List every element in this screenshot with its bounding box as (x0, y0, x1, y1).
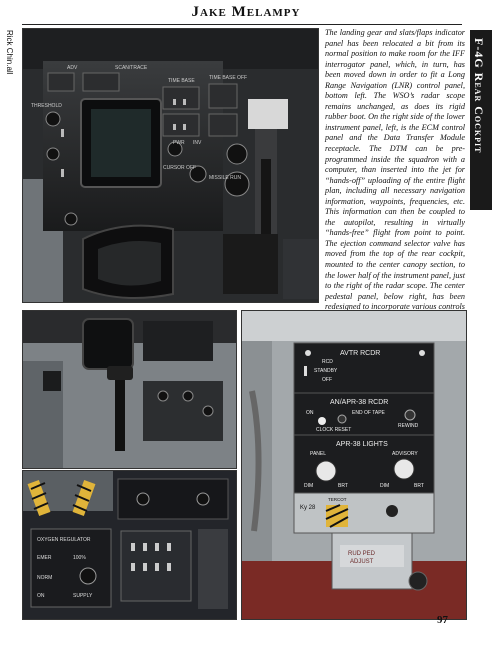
panel-label: SCAN/TRACE (115, 65, 148, 71)
avtr-off: OFF (322, 377, 332, 383)
regulator-emer: EMER (37, 555, 52, 561)
regulator-100: 100% (73, 555, 86, 561)
panel-label: THRESHOLD (31, 103, 62, 109)
ky-label: Ky 28 (300, 505, 316, 511)
header-rule (22, 24, 462, 25)
regulator-on: ON (37, 593, 45, 599)
running-header: Jake Melampy (191, 4, 301, 20)
regulator-norm: NORM (37, 575, 53, 581)
rud-ped-label: RUD PED (348, 551, 376, 557)
apr-rewind: REWIND (398, 423, 419, 429)
lights-panel: PANEL (310, 451, 327, 457)
section-side-tab (470, 30, 492, 210)
photo-credit-text: Rick Chin.all (5, 30, 14, 75)
panel-label: PWR (173, 140, 185, 146)
photo-rear-instrument-panel (22, 28, 319, 303)
regulator-title: OXYGEN REGULATOR (37, 537, 91, 543)
lights-dim-left: DIM (304, 483, 314, 489)
lights-dim-right: DIM (380, 483, 390, 489)
apr-on: ON (306, 410, 314, 416)
page-number: 97 (437, 614, 448, 626)
avtr-title: AVTR RCDR (340, 350, 381, 357)
panel-label: TIME BASE (168, 78, 195, 84)
oxygen-regulator-panel-illustration (23, 471, 236, 619)
avtr-standby: STANDBY (314, 368, 338, 374)
photo-center-pedestal-panel (241, 310, 467, 620)
photo-credit (2, 30, 18, 150)
avtr-rcd: RCD (322, 359, 333, 365)
panel-label: INV (193, 140, 202, 146)
apr-end-of-tape: END OF TAPE (352, 410, 385, 416)
lights-brt-left: BRT (338, 483, 348, 489)
panel-label: CURSOR OFF (163, 165, 197, 171)
panel-label: ADV (67, 65, 78, 71)
photo-rear-cockpit-lower-panel (22, 310, 237, 469)
ky-code: TERCOT (328, 497, 347, 502)
panel-label: TIME BASE OFF (209, 75, 248, 81)
center-pedestal-illustration (242, 311, 466, 619)
lights-title: APR-38 LIGHTS (336, 441, 388, 448)
body-text: The landing gear and slats/flaps indicator panel has been relocated a bit from its normal position to make room for the IFF interrogator panel, which, in turn, has been moved down in order to fit a Long Range Navigation (LNR) control panel, bottom left. The WSO’s radar scope remains unchanged, as does its rigid rubber boot. On the right side of the lower instrument panel, left, is the ECM control panel and the Data Transfer Module receptacle. The DTM can be pre-programmed inside the squadron with a computer, than inserted into the jet for “hands-off” uploading of the entire flight plan, including all necessary navigation information, waypoints, frequencies, etc. This information can then be coupled to the autopilot, resulting in virtually “hands-free” flight from point to point. The ejection command selector valve has moved from the top of the rear cockpit, mounted to the center canopy section, to the lower half of the instrument panel, just to the right of the radar scope. The center pedestal panel, below right, has been redesigned to incorporate various controls (325, 28, 465, 312)
lights-brt-right: BRT (414, 483, 424, 489)
regulator-supply: SUPPLY (73, 593, 93, 599)
section-side-tab-label: F-4G Rear Cockpit (472, 38, 486, 154)
apr-clock-reset: CLOCK RESET (316, 427, 352, 433)
lights-advisory: ADVISORY (392, 451, 418, 457)
apr-title: AN/APR-38 RCDR (330, 399, 389, 406)
rear-instrument-panel-illustration (23, 29, 318, 302)
panel-label: MISSILE RUN (209, 175, 241, 181)
photo-oxygen-regulator-panel (22, 470, 237, 620)
rear-cockpit-lower-panel-illustration (23, 311, 236, 468)
rud-ped-adjust: ADJUST (350, 559, 374, 565)
